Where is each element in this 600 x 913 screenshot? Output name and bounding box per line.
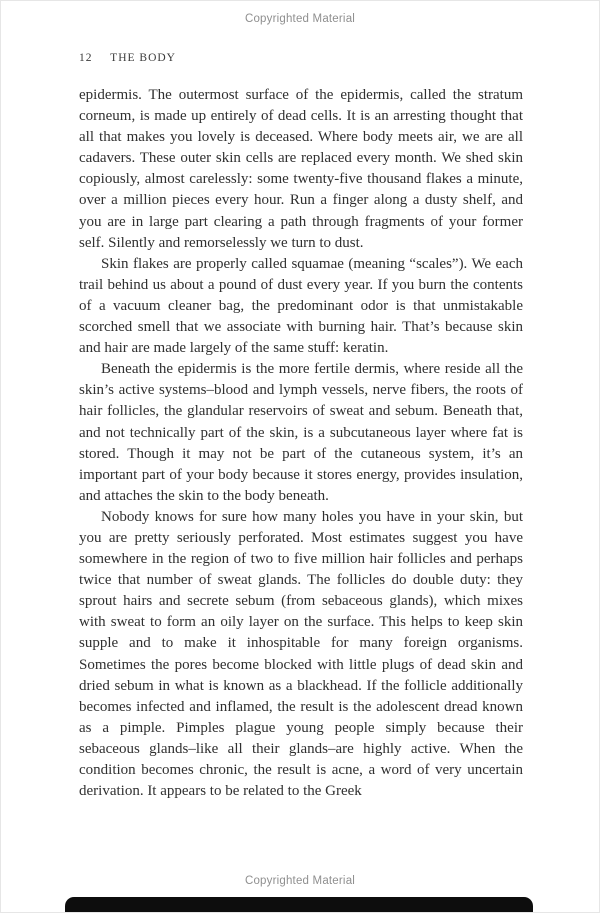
paragraph: Nobody knows for sure how many holes you have in your skin, but you are pretty seriously perforated. Most estimates suggest you have somewhere in the region of two to five million hair follicles and perhaps twice that number of sweat glands. The follicles do double duty: they sprout hairs and secrete sebum (from sebaceous glands), which mixes with sweat to form an oily layer on the surface. This helps to keep skin supple and to make it inhospitable for many foreign organisms. Sometimes the pores become blocked with little plugs of dead skin and dried sebum in what is known as a blackhead. If the follicle additionally becomes infected and inflamed, the result is the adolescent dread known as a pimple. Pimples plague young people simply because their sebaceous glands–like all their glands–are highly active. When the condition becomes chronic, the result is acne, a word of very uncertain derivation. It appears to be related to the Greek bbox=[79, 508, 523, 800]
paragraph: Beneath the epidermis is the more fertile dermis, where reside all the skin’s active systems–blood and lymph vessels, nerve fibers, the roots of hair follicles, the glandular reservoirs of sweat and sebum. Beneath that, and not technically part of the skin, is a subcutaneous layer where fat is stored. Though it may not be part of the cutaneous system, it’s an important part of your body because it stores energy, provides insulation, and attaches the skin to the body beneath. bbox=[79, 361, 523, 504]
running-head: THE BODY bbox=[110, 52, 176, 64]
page-header bbox=[79, 52, 176, 64]
page-number: 12 bbox=[79, 52, 93, 64]
body-text bbox=[79, 85, 523, 802]
paragraph: epidermis. The outermost surface of the epidermis, called the stratum corneum, is made up entirely of dead cells. It is an arresting thought that all that makes you lovely is deceased. Where body meets air, we are all cadavers. These outer skin cells are replaced every month. We shed skin copiously, almost carelessly: some twenty-five thousand flakes a minute, over a million pieces every hour. Run a finger along a dusty shelf, and you are in large part clearing a path through fragments of your former self. Silently and remorselessly we turn to dust. bbox=[79, 87, 523, 251]
scan-bottom-bar bbox=[65, 897, 533, 912]
copyright-notice-bottom: Copyrighted Material bbox=[244, 875, 356, 887]
paragraph: Skin flakes are properly called squamae (meaning “scales”). We each trail behind us about a pound of dust every year. If you burn the contents of a vacuum cleaner bag, the predominant odor is that unmistakable scorched smell that we associate with burning hair. That’s because skin and hair are made largely of the same stuff: keratin. bbox=[79, 255, 523, 357]
copyright-notice-top: Copyrighted Material bbox=[244, 13, 356, 25]
